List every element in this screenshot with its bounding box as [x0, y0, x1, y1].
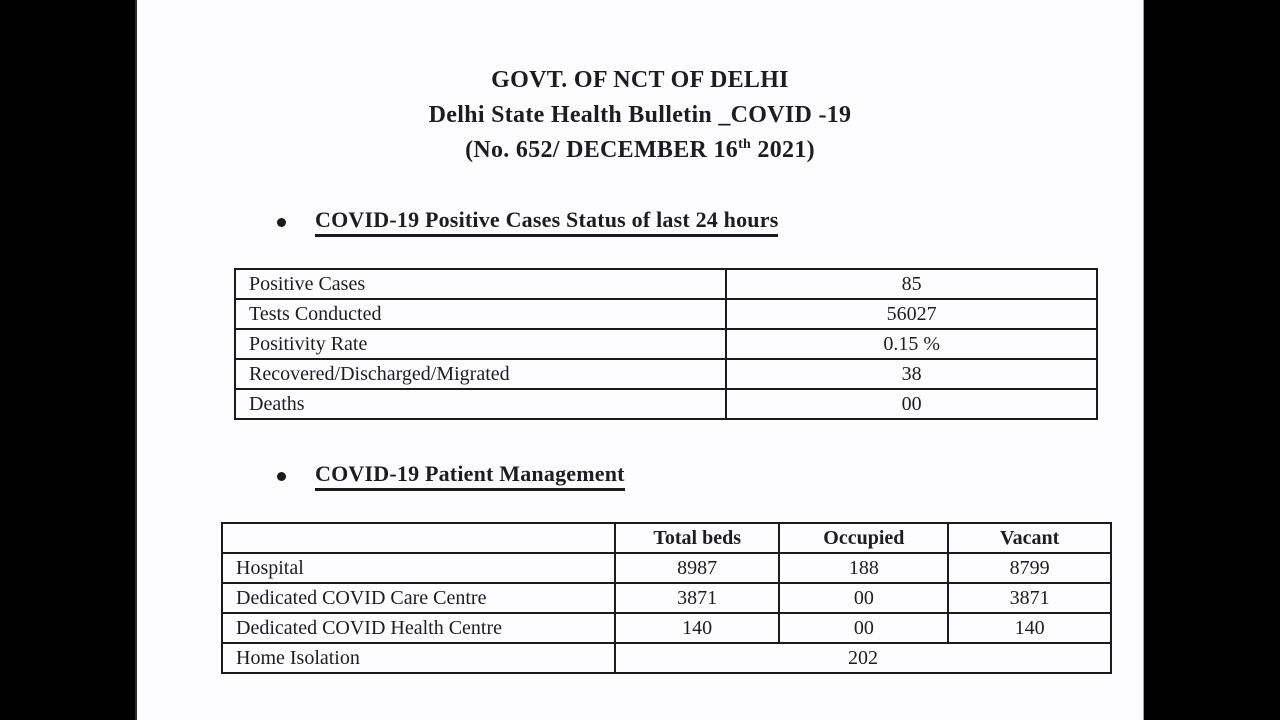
row-label: Positive Cases: [235, 269, 726, 299]
total-beds-value: 8987: [615, 553, 779, 583]
corner-cell: [222, 523, 615, 553]
document-title-block: [137, 63, 1143, 168]
total-beds-value: 140: [615, 613, 779, 643]
column-header-occupied: Occupied: [779, 523, 948, 553]
table-row: [222, 553, 1111, 583]
date-ordinal-superscript: th: [738, 137, 752, 152]
row-label: Positivity Rate: [235, 329, 726, 359]
row-value: 0.15 %: [726, 329, 1097, 359]
table-row: [235, 359, 1097, 389]
row-label: Recovered/Discharged/Migrated: [235, 359, 726, 389]
home-isolation-value: 202: [615, 643, 1111, 673]
row-label: Deaths: [235, 389, 726, 419]
patient-management-table: [221, 522, 1112, 674]
table-header-row: [222, 523, 1111, 553]
cases-status-table: [234, 268, 1098, 420]
row-label: Hospital: [222, 553, 615, 583]
document-page: [135, 0, 1144, 720]
row-label: Tests Conducted: [235, 299, 726, 329]
cases-heading-text: COVID-19 Positive Cases Status of last 24 hours: [315, 207, 778, 237]
vacant-value: 140: [948, 613, 1111, 643]
total-beds-value: 3871: [615, 583, 779, 613]
table-row: [235, 329, 1097, 359]
table-row: [222, 613, 1111, 643]
bulletin-number-suffix: 2021): [751, 137, 815, 163]
bullet-icon: [277, 218, 286, 227]
patient-section-heading: [277, 461, 625, 491]
title-line-2: Delhi State Health Bulletin _COVID -19: [428, 102, 852, 128]
table-row: [235, 269, 1097, 299]
table-row: [235, 299, 1097, 329]
table-row: [235, 389, 1097, 419]
occupied-value: 00: [779, 613, 948, 643]
patient-heading-text: COVID-19 Patient Management: [315, 461, 625, 491]
row-value: 56027: [726, 299, 1097, 329]
bullet-icon: [277, 472, 286, 481]
column-header-vacant: Vacant: [948, 523, 1111, 553]
bulletin-number-prefix: (No. 652/ DECEMBER 16: [465, 137, 739, 163]
vacant-value: 3871: [948, 583, 1111, 613]
row-value: 38: [726, 359, 1097, 389]
table-row-home-isolation: [222, 643, 1111, 673]
occupied-value: 00: [779, 583, 948, 613]
title-line-1: GOVT. OF NCT OF DELHI: [491, 67, 789, 93]
title-line-3: [137, 133, 1143, 168]
row-value: 85: [726, 269, 1097, 299]
occupied-value: 188: [779, 553, 948, 583]
row-label: Dedicated COVID Care Centre: [222, 583, 615, 613]
table-row: [222, 583, 1111, 613]
column-header-total-beds: Total beds: [615, 523, 779, 553]
row-value: 00: [726, 389, 1097, 419]
vacant-value: 8799: [948, 553, 1111, 583]
row-label: Dedicated COVID Health Centre: [222, 613, 615, 643]
cases-section-heading: [277, 207, 778, 237]
row-label: Home Isolation: [222, 643, 615, 673]
